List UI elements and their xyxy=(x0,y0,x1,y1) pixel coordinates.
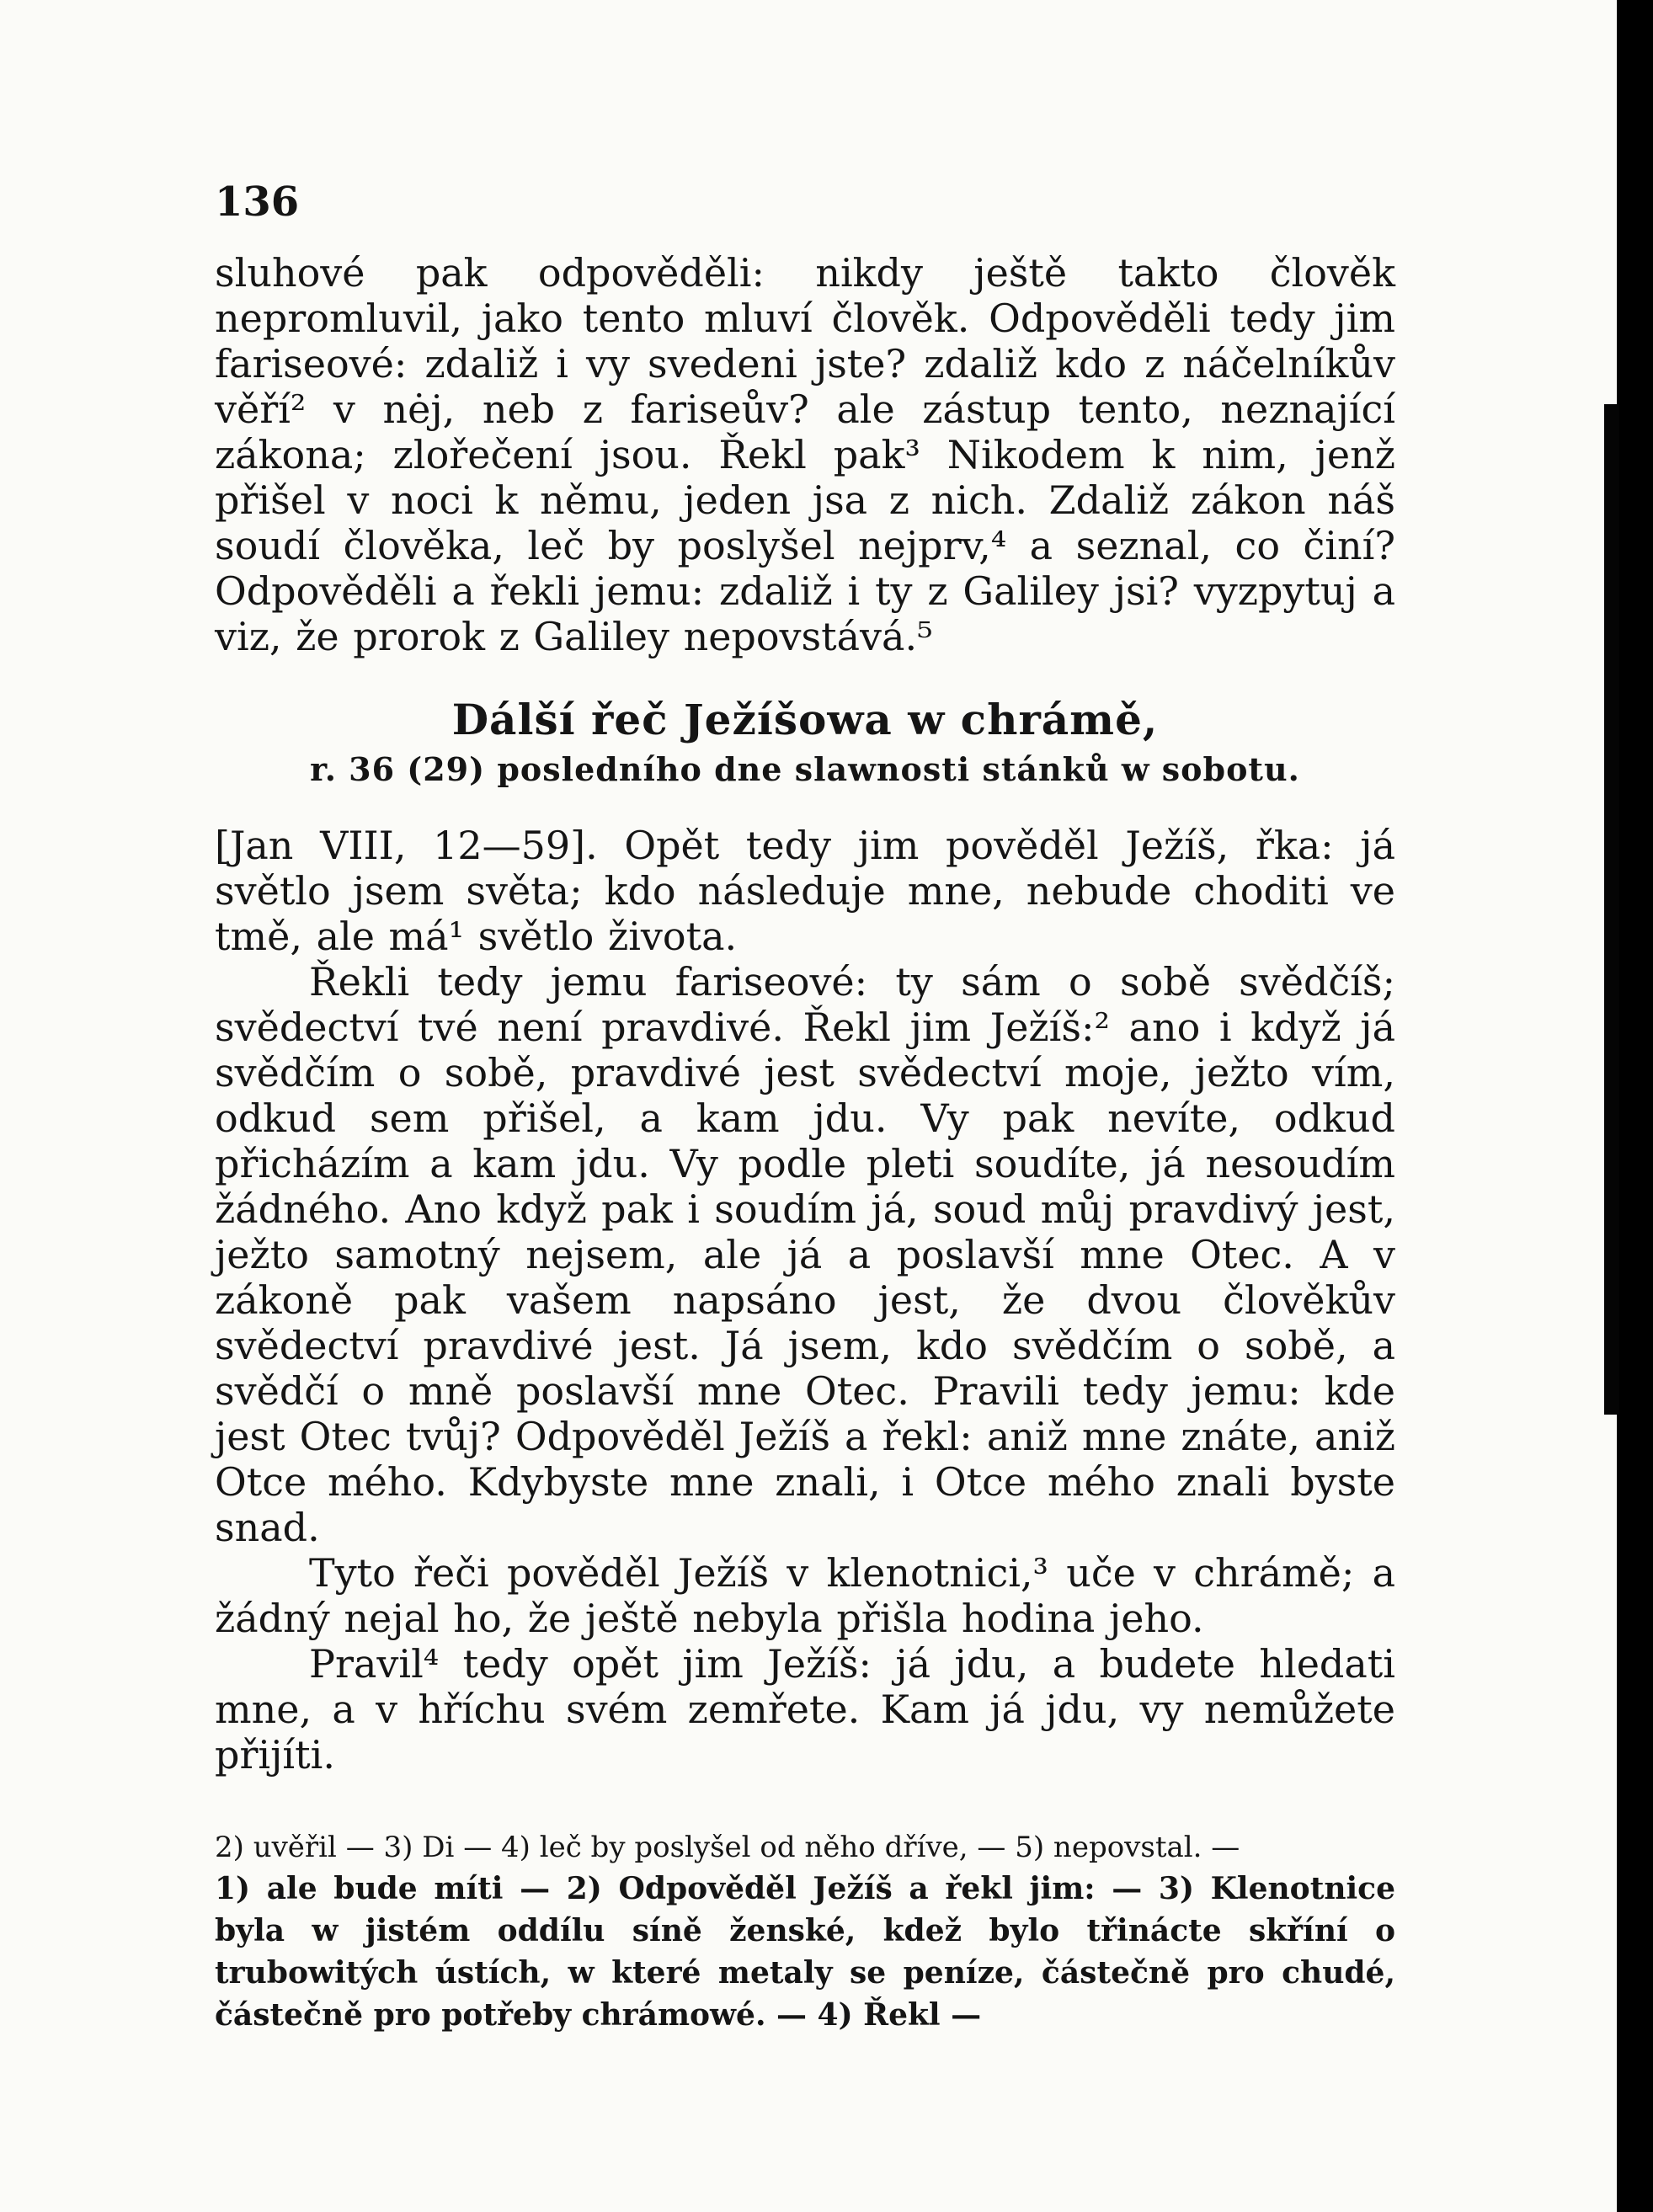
page-content xyxy=(215,173,1395,1778)
footnote-line-2: 1) ale bude míti — 2) Odpověděl Ježíš a řekl jim: — 3) Klenotnice byla w jistém oddílu síně ženské, kdež bylo třinácte skříní o trubowitých ústích, w které metaly se peníze, částečně pro chudé, částečně pro potřeby chrámowé. — 4) Řekl — xyxy=(215,1871,1395,2033)
page-number: 136 xyxy=(215,179,300,226)
paragraph-pharisees-reply: Řekli tedy jemu fariseové: ty sám o sobě svědčíš; svědectví tvé není pravdivé. Řekl jim Ježíš:² ano i když já svědčím o sobě, pravdivé jest svědectví moje, ježto vím, odkud sem přišel, a kam jdu. Vy pak nevíte, odkud přicházím a kam jdu. Vy podle pleti soudíte, já nesoudím žádného. Ano když pak i soudím já, soud můj pravdivý jest, ježto samotný nejsem, ale já a poslavší mne Otec. A v zákoně pak vašem napsáno jest, že dvou člověkův svědectví pravdivé jest. Já jsem, kdo svědčím o sobě, a svědčí o mně poslavší mne Otec. Pravili tedy jemu: kde jest Otec tvůj? Odpověděl Ježíš a řekl: aniž mne znáte, aniž Otce mého. Kdybyste mne znali, i Otce mého znali byste snad. xyxy=(215,959,1395,1550)
right-edge-dark-strip xyxy=(1604,404,1619,1415)
footnotes xyxy=(215,1827,1395,2036)
paragraph-i-go: Pravil⁴ tedy opět jim Ježíš: já jdu, a budete hledati mne, a v hříchu svém zemřete. Kam já jdu, vy nemůžete přijíti. xyxy=(215,1641,1395,1778)
paragraph-treasury: Tyto řeči pověděl Ježíš v klenotnici,³ uče v chrámě; a žádný nejal ho, že ještě nebyla přišla hodina jeho. xyxy=(215,1550,1395,1641)
footnote-line-1: 2) uvěřil — 3) Di — 4) leč by poslyšel od něho dříve, — 5) nepovstal. — xyxy=(215,1831,1240,1864)
section-subtitle: r. 36 (29) posledního dne slawnosti stánků w sobotu. xyxy=(310,750,1300,788)
section-heading xyxy=(215,693,1395,792)
section-title: Dálší řeč Ježíšowa w chrámě, xyxy=(451,695,1159,744)
paragraph-john-8: [Jan VIII, 12—59]. Opět tedy jim pověděl Ježíš, řka: já světlo jsem světa; kdo následuje mne, nebude choditi ve tmě, ale má¹ světlo života. xyxy=(215,823,1395,959)
paragraph-continued: sluhové pak odpověděli: nikdy ještě takto člověk nepromluvil, jako tento mluví člověk. Odpověděli tedy jim fariseové: zdaliž i vy svedeni jste? zdaliž kdo z náčelníkův věří² v nėj, neb z fariseův? ale zástup tento, neznající zákona; zlořečení jsou. Řekl pak³ Nikodem k nim, jenž přišel v noci k němu, jeden jsa z nich. Zdaliž zákon náš soudí člověka, leč by poslyšel nejprv,⁴ a seznal, co činí? Odpověděli a řekli jemu: zdaliž i ty z Galiley jsi? vyzpytuj a viz, že prorok z Galiley nepovstává.⁵ xyxy=(215,250,1395,659)
